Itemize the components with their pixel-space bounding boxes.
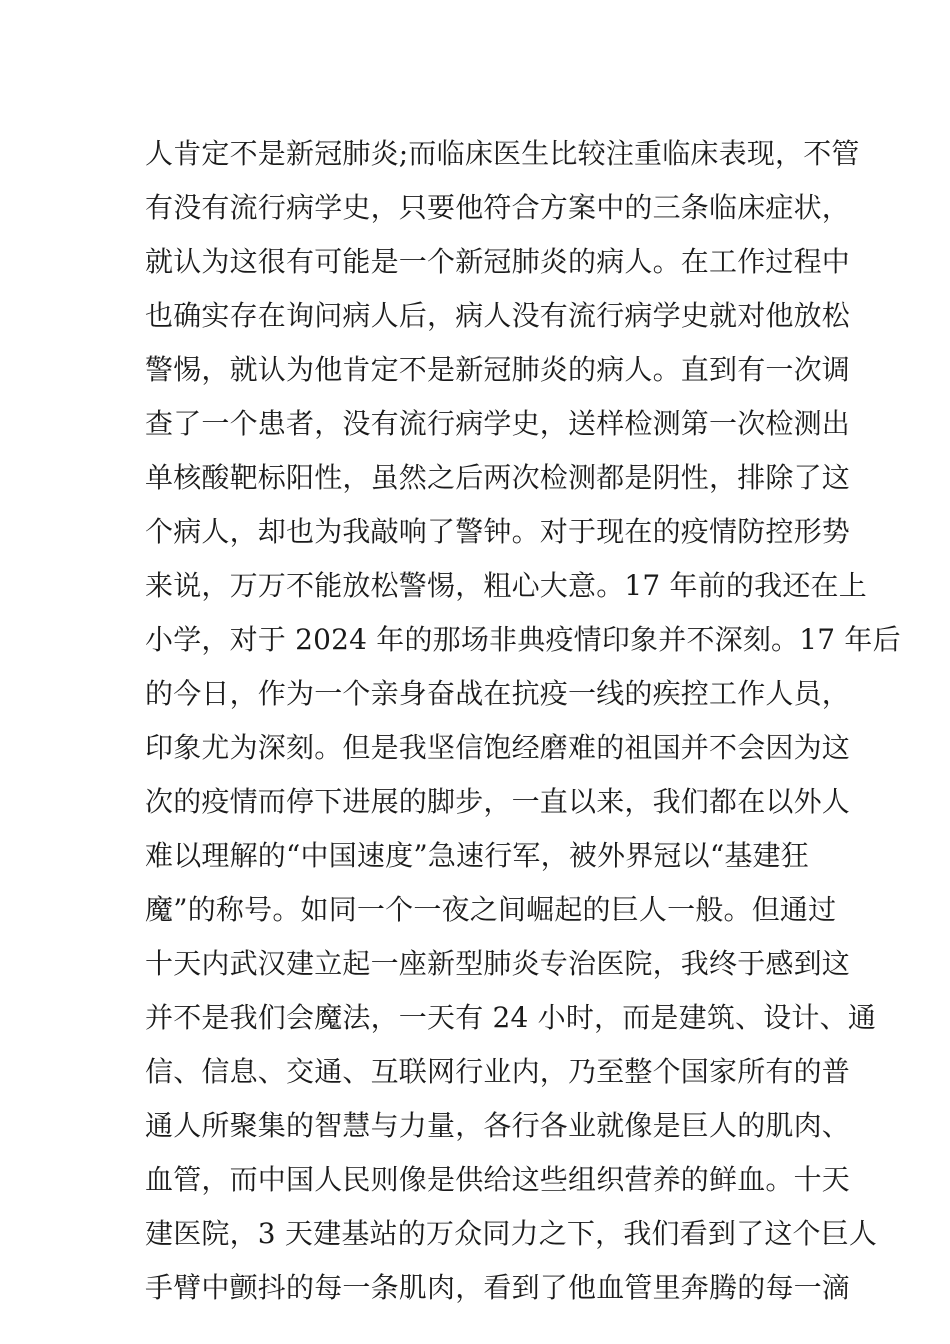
text-line: 血管，而中国人民则像是供给这些组织营养的鲜血。十天 <box>145 1163 851 1196</box>
text-line: 就认为这很有可能是一个新冠肺炎的病人。在工作过程中 <box>145 245 851 278</box>
text-line: 魔”的称号。如同一个一夜之间崛起的巨人一般。但通过 <box>145 893 837 926</box>
text-line: 信、信息、交通、互联网行业内，乃至整个国家所有的普 <box>145 1055 851 1088</box>
text-line: 来说，万万不能放松警惕，粗心大意。17 年前的我还在上 <box>145 569 867 602</box>
text-line: 有没有流行病学史，只要他符合方案中的三条临床症状， <box>145 191 851 224</box>
text-line: 的今日，作为一个亲身奋战在抗疫一线的疾控工作人员， <box>145 677 851 710</box>
text-line: 单核酸靶标阳性，虽然之后两次检测都是阴性，排除了这 <box>145 461 851 494</box>
text-line: 并不是我们会魔法，一天有 24 小时，而是建筑、设计、通 <box>145 1001 877 1034</box>
text-line: 次的疫情而停下进展的脚步，一直以来，我们都在以外人 <box>145 785 851 818</box>
text-line: 查了一个患者，没有流行病学史，送样检测第一次检测出 <box>145 407 851 440</box>
text-line: 建医院，3 天建基站的万众同力之下，我们看到了这个巨人 <box>145 1217 878 1250</box>
body-text <box>145 127 901 1315</box>
text-line: 警惕，就认为他肯定不是新冠肺炎的病人。直到有一次调 <box>145 353 851 386</box>
text-line: 也确实存在询问病人后，病人没有流行病学史就对他放松 <box>145 299 851 332</box>
text-line: 人肯定不是新冠肺炎;而临床医生比较注重临床表现，不管 <box>145 137 860 170</box>
text-line: 印象尤为深刻。但是我坚信饱经磨难的祖国并不会因为这 <box>145 731 851 764</box>
text-line: 难以理解的“中国速度”急速行军，被外界冠以“基建狂 <box>145 839 809 872</box>
text-line: 小学，对于 2024 年的那场非典疫情印象并不深刻。17 年后 <box>145 623 901 656</box>
text-line: 通人所聚集的智慧与力量，各行各业就像是巨人的肌肉、 <box>145 1109 851 1142</box>
text-line: 十天内武汉建立起一座新型肺炎专治医院，我终于感到这 <box>145 947 851 980</box>
text-line: 手臂中颤抖的每一条肌肉，看到了他血管里奔腾的每一滴 <box>145 1271 851 1304</box>
text-line: 个病人，却也为我敲响了警钟。对于现在的疫情防控形势 <box>145 515 851 548</box>
